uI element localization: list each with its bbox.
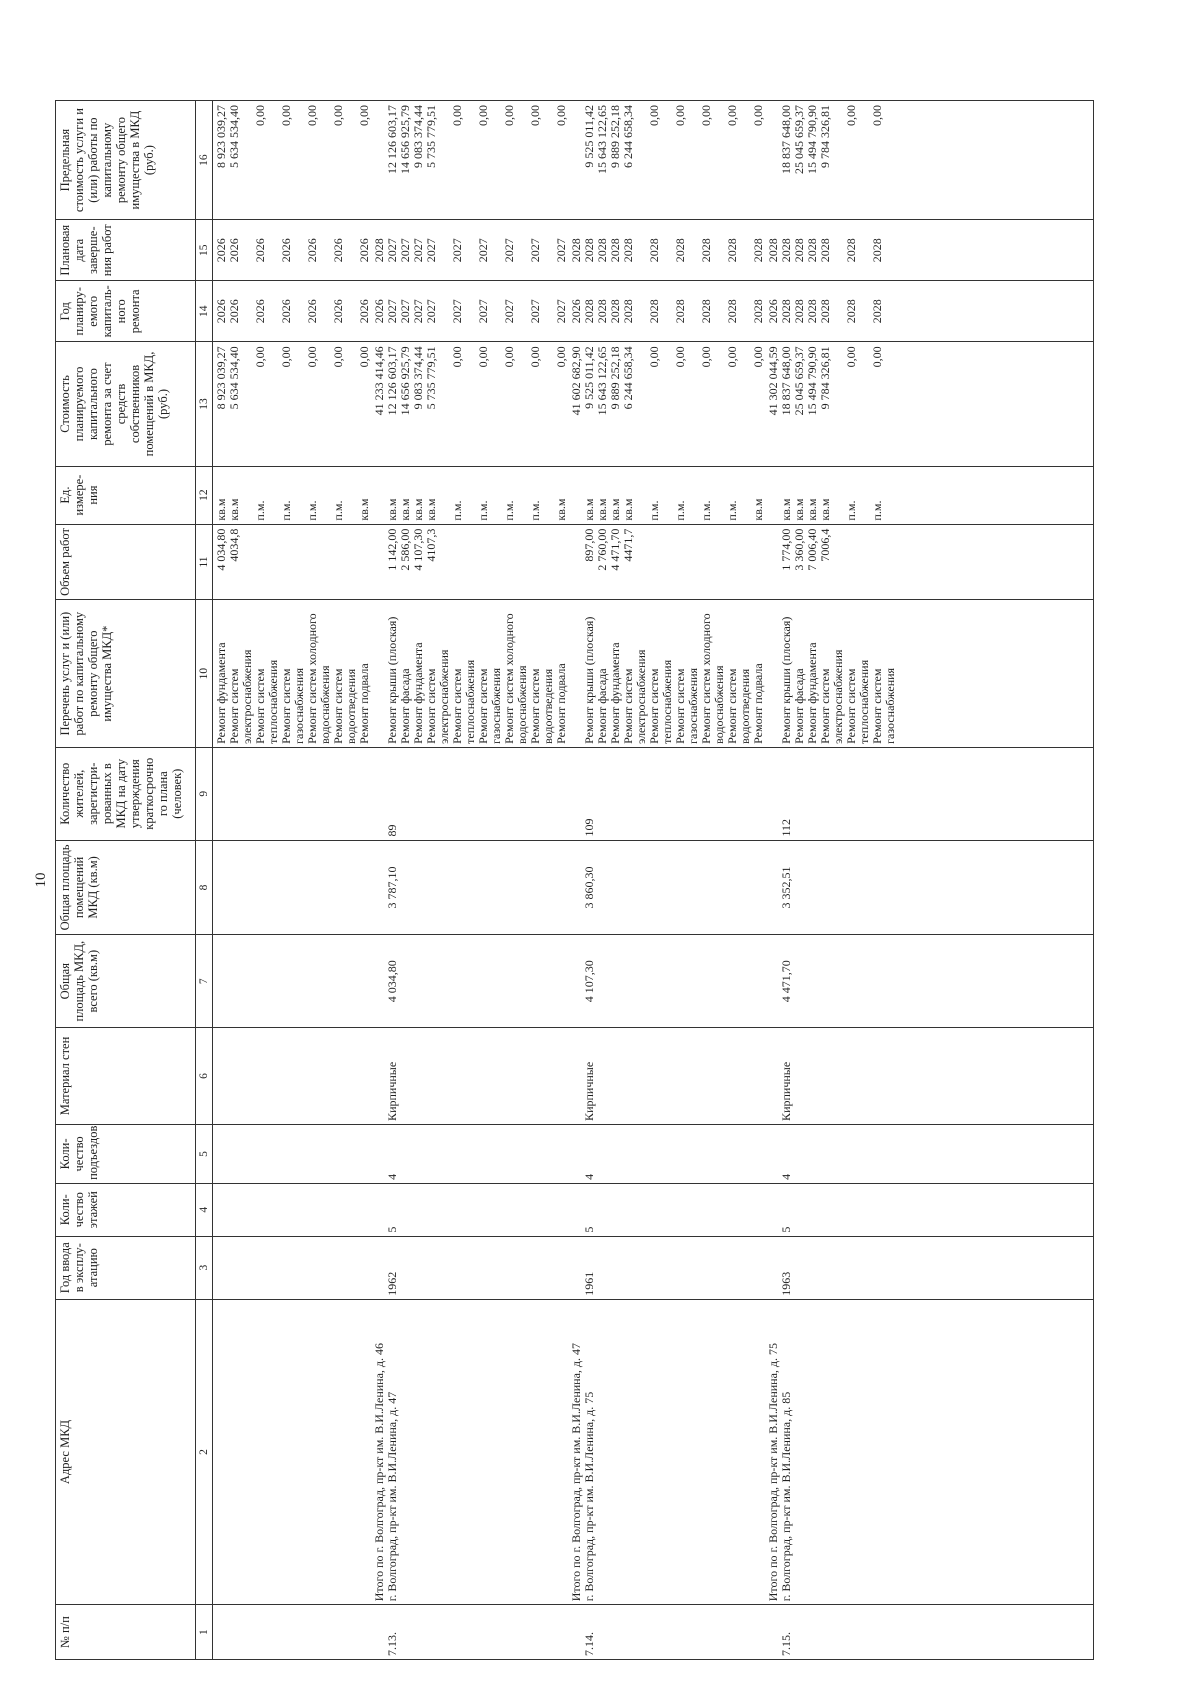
row-limit: 0,00: [725, 105, 739, 126]
row-year: 2027: [476, 299, 490, 324]
row-unit: кв.м: [385, 498, 399, 521]
column-header-6: Материал стен: [56, 1028, 196, 1125]
row-cost: 12 126 603,17: [385, 346, 399, 416]
row-num: 7.14.: [582, 1632, 596, 1656]
total-year: 2026: [569, 299, 583, 324]
row-year: 2026: [357, 299, 371, 324]
row-unit: кв.м: [357, 498, 371, 521]
column-number-3: 3: [196, 1236, 213, 1299]
row-limit: 0,00: [331, 105, 345, 126]
column-number-row: [196, 101, 213, 1660]
row-area: 4 471,70: [779, 960, 793, 1003]
row-volume: 4 034,80: [214, 528, 228, 571]
row-end: 2028: [673, 238, 687, 263]
column-header-5: Коли-чество подъездов: [56, 1124, 196, 1183]
row-work: Ремонт подвала: [554, 663, 568, 744]
row-area: 4 107,30: [582, 960, 596, 1003]
row-unit: кв.м: [805, 498, 819, 521]
row-limit: 15 494 790,90: [805, 105, 819, 174]
row-year: 2027: [385, 299, 399, 324]
row-unit: п.м.: [476, 500, 490, 521]
row-limit: 0,00: [502, 105, 516, 126]
column-num: [213, 1605, 1094, 1660]
row-limit: 0,00: [357, 105, 371, 126]
row-address: г. Волгоград, пр-кт им. В.И.Ленина, д. 75: [582, 1391, 596, 1602]
row-area_rooms: 3 352,51: [779, 866, 793, 909]
column-number-16: 16: [196, 101, 213, 220]
total-cost: 41 233 414,46: [372, 346, 386, 416]
row-work: Ремонт систем электроснабжения: [621, 649, 648, 744]
row-volume: 4471,7: [621, 528, 635, 562]
row-unit: кв.м: [621, 498, 635, 521]
row-limit: 15 643 122,65: [595, 105, 609, 174]
row-year: 2026: [227, 299, 241, 324]
row-unit: п.м.: [870, 500, 884, 521]
row-work: Ремонт фундамента: [608, 642, 622, 744]
column-number-10: 10: [196, 600, 213, 747]
row-year: 2028: [595, 299, 609, 324]
row-limit: 0,00: [673, 105, 687, 126]
row-year: 2028: [792, 299, 806, 324]
row-year: 2028: [608, 299, 622, 324]
row-cost: 9 083 374,44: [411, 346, 425, 410]
row-unit: п.м.: [331, 500, 345, 521]
row-limit: 0,00: [554, 105, 568, 126]
total-end: 2028: [766, 238, 780, 263]
row-unit: п.м.: [725, 500, 739, 521]
row-end: 2028: [621, 238, 635, 263]
column-header-1: № п/п: [56, 1605, 196, 1660]
row-end: 2028: [608, 238, 622, 263]
row-end: 2028: [725, 238, 739, 263]
row-end: 2027: [528, 238, 542, 263]
column-number-1: 1: [196, 1605, 213, 1660]
column-area: [213, 935, 1094, 1028]
row-work: Ремонт подвала: [751, 663, 765, 744]
row-work: Ремонт систем теплоснабжения: [647, 659, 674, 744]
row-limit: 0,00: [305, 105, 319, 126]
column-floors: [213, 1183, 1094, 1236]
row-volume: 7 006,40: [805, 528, 819, 571]
column-number-4: 4: [196, 1183, 213, 1236]
row-end: 2028: [792, 238, 806, 263]
row-limit: 5 634 534,40: [227, 105, 241, 168]
column-header-10: Перечень услуг и (или) работ по капитальному ремонту общего имущества МКД*: [56, 600, 196, 747]
row-unit: кв.м: [582, 498, 596, 521]
column-header-12: Ед. измере-ния: [56, 466, 196, 524]
row-year: 2027: [450, 299, 464, 324]
row-address: г. Волгоград, пр-кт им. В.И.Ленина, д. 47: [385, 1391, 399, 1602]
total-address: Итого по г. Волгоград, пр-кт им. В.И.Ленина, д. 46: [372, 1342, 386, 1602]
column-header-13: Стоимость планируемого капитального ремонта за счет средств собственников помещений в МКД, (руб.): [56, 342, 196, 466]
row-year: 2027: [398, 299, 412, 324]
row-work: Ремонт систем электроснабжения: [424, 649, 451, 744]
row-work: Ремонт систем холодного водоснабжения: [502, 613, 529, 744]
column-residents: [213, 747, 1094, 840]
column-number-15: 15: [196, 220, 213, 281]
row-work: Ремонт систем холодного водоснабжения: [699, 613, 726, 744]
row-floors: 5: [582, 1226, 596, 1233]
row-unit: п.м.: [528, 500, 542, 521]
column-area_rooms: [213, 840, 1094, 935]
row-unit: п.м.: [450, 500, 464, 521]
row-work: Ремонт систем газоснабжения: [476, 667, 503, 744]
row-volume: 7006,4: [818, 528, 832, 562]
row-unit: кв.м: [554, 498, 568, 521]
column-number-14: 14: [196, 281, 213, 342]
row-work: Ремонт систем газоснабжения: [870, 667, 897, 744]
column-header-15: Плановая дата заверше-ния работ: [56, 220, 196, 281]
row-end: 2027: [450, 238, 464, 263]
row-unit: кв.м: [779, 498, 793, 521]
column-work: [213, 600, 1094, 747]
total-cost: 41 302 044,59: [766, 346, 780, 416]
row-cost: 25 045 659,37: [792, 346, 806, 416]
row-entrances: 4: [385, 1173, 399, 1180]
row-work: Ремонт систем газоснабжения: [279, 667, 306, 744]
row-work: Ремонт подвала: [357, 663, 371, 744]
row-limit: 0,00: [253, 105, 267, 126]
row-year: 2027: [411, 299, 425, 324]
row-material: Кирпичные: [582, 1061, 596, 1121]
row-volume: 2 760,00: [595, 528, 609, 571]
row-limit: 0,00: [844, 105, 858, 126]
row-num: 7.13.: [385, 1632, 399, 1656]
row-end: 2026: [227, 238, 241, 263]
column-header-2: Адрес МКД: [56, 1299, 196, 1604]
row-cost: 0,00: [725, 346, 739, 368]
row-cost: 0,00: [357, 346, 371, 368]
row-end: 2027: [411, 238, 425, 263]
row-unit: кв.м: [227, 498, 241, 521]
row-cost: 0,00: [699, 346, 713, 368]
column-volume: [213, 524, 1094, 600]
row-entrances: 4: [779, 1173, 793, 1180]
column-built: [213, 1236, 1094, 1299]
row-built: 1962: [385, 1271, 399, 1296]
row-area: 4 034,80: [385, 960, 399, 1003]
column-number-5: 5: [196, 1124, 213, 1183]
row-unit: п.м.: [502, 500, 516, 521]
row-residents: 112: [779, 818, 793, 837]
row-work: Ремонт фасада: [398, 668, 412, 744]
row-cost: 9 525 011,42: [582, 346, 596, 409]
row-limit: 0,00: [870, 105, 884, 126]
row-unit: кв.м: [608, 498, 622, 521]
row-unit: кв.м: [411, 498, 425, 521]
row-work: Ремонт фундамента: [805, 642, 819, 744]
column-header-9: Количество жителей, зарегистри-рованных в МКД на дату утверждения краткосрочно го плана (человек): [56, 747, 196, 840]
row-cost: 0,00: [331, 346, 345, 368]
row-cost: 0,00: [253, 346, 267, 368]
row-year: 2028: [818, 299, 832, 324]
row-work: Ремонт систем теплоснабжения: [844, 659, 871, 744]
total-year: 2026: [766, 299, 780, 324]
row-year: 2028: [870, 299, 884, 324]
row-limit: 0,00: [279, 105, 293, 126]
row-cost: 5 634 534,40: [227, 346, 241, 410]
row-end: 2028: [595, 238, 609, 263]
row-work: Ремонт систем электроснабжения: [818, 649, 845, 744]
total-end: 2028: [569, 238, 583, 263]
row-end: 2026: [279, 238, 293, 263]
row-entrances: 4: [582, 1173, 596, 1180]
row-year: 2028: [647, 299, 661, 324]
row-year: 2027: [554, 299, 568, 324]
total-address: Итого по г. Волгоград, пр-кт им. В.И.Ленина, д. 47: [569, 1342, 583, 1602]
column-end: [213, 220, 1094, 281]
column-material: [213, 1028, 1094, 1125]
row-end: 2028: [751, 238, 765, 263]
row-limit: 0,00: [450, 105, 464, 126]
row-year: 2028: [751, 299, 765, 324]
column-header-8: Общая площадь помещений МКД (кв.м): [56, 840, 196, 935]
row-limit: 9 889 252,18: [608, 105, 622, 168]
row-volume: 897,00: [582, 528, 596, 562]
row-limit: 0,00: [647, 105, 661, 126]
row-unit: кв.м: [398, 498, 412, 521]
row-cost: 15 643 122,65: [595, 346, 609, 416]
table-body: [213, 101, 1094, 1660]
column-header-3: Год ввода в эксплу-атацию: [56, 1236, 196, 1299]
column-number-6: 6: [196, 1028, 213, 1125]
column-number-11: 11: [196, 524, 213, 600]
row-residents: 109: [582, 818, 596, 837]
total-address: Итого по г. Волгоград, пр-кт им. В.И.Ленина, д. 75: [766, 1342, 780, 1602]
row-unit: кв.м: [751, 498, 765, 521]
row-unit: п.м.: [253, 500, 267, 521]
row-limit: 0,00: [528, 105, 542, 126]
row-cost: 0,00: [554, 346, 568, 368]
row-work: Ремонт систем водоотведения: [725, 668, 752, 744]
row-year: 2028: [621, 299, 635, 324]
row-limit: 9 784 326,81: [818, 105, 832, 168]
row-end: 2026: [214, 238, 228, 263]
row-unit: кв.м: [792, 498, 806, 521]
row-work: Ремонт фасада: [792, 668, 806, 744]
row-work: Ремонт крыши (плоская): [385, 616, 399, 744]
column-header-16: Предельная стоимость услуги и (или) работы по капитальному ремонту общего имущества в МКД (руб.): [56, 101, 196, 220]
row-limit: 18 837 648,00: [779, 105, 793, 174]
row-volume: 4 107,30: [411, 528, 425, 571]
column-header-11: Объем работ: [56, 524, 196, 600]
column-number-8: 8: [196, 840, 213, 935]
row-limit: 9 083 374,44: [411, 105, 425, 168]
row-year: 2027: [424, 299, 438, 324]
row-unit: кв.м: [595, 498, 609, 521]
row-cost: 9 889 252,18: [608, 346, 622, 410]
row-limit: 6 244 658,34: [621, 105, 635, 168]
column-limit: [213, 101, 1094, 220]
row-cost: 0,00: [751, 346, 765, 368]
row-unit: п.м.: [844, 500, 858, 521]
row-year: 2028: [779, 299, 793, 324]
rotated-table-page: [25, 100, 1175, 1660]
row-limit: 0,00: [476, 105, 490, 126]
row-year: 2026: [305, 299, 319, 324]
row-unit: п.м.: [673, 500, 687, 521]
column-number-13: 13: [196, 342, 213, 466]
row-end: 2028: [818, 238, 832, 263]
row-work: Ремонт систем водоотведения: [331, 668, 358, 744]
row-year: 2028: [844, 299, 858, 324]
row-end: 2026: [357, 238, 371, 263]
column-header-4: Коли-чество этажей: [56, 1183, 196, 1236]
column-number-7: 7: [196, 935, 213, 1028]
header-row: [56, 101, 196, 1660]
row-limit: 8 923 039,27: [214, 105, 228, 168]
row-work: Ремонт систем электроснабжения: [227, 649, 254, 744]
row-limit: 9 525 011,42: [582, 105, 596, 168]
row-work: Ремонт крыши (плоская): [582, 616, 596, 744]
row-work: Ремонт систем водоотведения: [528, 668, 555, 744]
row-material: Кирпичные: [779, 1061, 793, 1121]
row-unit: п.м.: [305, 500, 319, 521]
row-work: Ремонт систем теплоснабжения: [450, 659, 477, 744]
row-residents: 89: [385, 824, 399, 837]
row-year: 2026: [214, 299, 228, 324]
page-number: 10: [33, 872, 49, 888]
row-work: Ремонт фасада: [595, 668, 609, 744]
row-floors: 5: [385, 1226, 399, 1233]
row-end: 2027: [554, 238, 568, 263]
row-end: 2027: [385, 238, 399, 263]
row-end: 2028: [582, 238, 596, 263]
row-cost: 15 494 790,90: [805, 346, 819, 416]
row-work: Ремонт крыши (плоская): [779, 616, 793, 744]
row-end: 2027: [398, 238, 412, 263]
row-end: 2028: [647, 238, 661, 263]
capital-repair-table: [55, 100, 1094, 1660]
row-cost: 0,00: [450, 346, 464, 368]
row-cost: 8 923 039,27: [214, 346, 228, 410]
row-end: 2026: [253, 238, 267, 263]
row-cost: 0,00: [673, 346, 687, 368]
row-built: 1961: [582, 1271, 596, 1296]
total-year: 2026: [372, 299, 386, 324]
row-material: Кирпичные: [385, 1061, 399, 1121]
row-volume: 4107,3: [424, 528, 438, 562]
row-limit: 25 045 659,37: [792, 105, 806, 174]
column-cost: [213, 342, 1094, 466]
row-limit: 0,00: [751, 105, 765, 126]
row-area_rooms: 3 860,30: [582, 866, 596, 909]
row-year: 2026: [279, 299, 293, 324]
row-cost: 0,00: [870, 346, 884, 368]
row-end: 2028: [699, 238, 713, 263]
row-end: 2026: [305, 238, 319, 263]
row-limit: 12 126 603,17: [385, 105, 399, 174]
row-work: Ремонт систем теплоснабжения: [253, 659, 280, 744]
row-limit: 5 735 779,51: [424, 105, 438, 168]
column-entrances: [213, 1124, 1094, 1183]
column-address: [213, 1299, 1094, 1604]
row-cost: 5 735 779,51: [424, 346, 438, 410]
column-number-9: 9: [196, 747, 213, 840]
row-year: 2028: [582, 299, 596, 324]
row-limit: 0,00: [699, 105, 713, 126]
row-volume: 4034,8: [227, 528, 241, 562]
column-header-7: Общая площадь МКД, всего (кв.м): [56, 935, 196, 1028]
row-volume: 4 471,70: [608, 528, 622, 571]
row-cost: 0,00: [502, 346, 516, 368]
row-work: Ремонт систем газоснабжения: [673, 667, 700, 744]
row-limit: 14 656 925,79: [398, 105, 412, 174]
column-number-12: 12: [196, 466, 213, 524]
row-end: 2026: [331, 238, 345, 263]
row-unit: кв.м: [214, 498, 228, 521]
total-cost: 41 602 682,90: [569, 346, 583, 416]
row-unit: п.м.: [699, 500, 713, 521]
column-header-14: Год планиру-емого капиталь-ного ремонта: [56, 281, 196, 342]
row-num: 7.15.: [779, 1632, 793, 1656]
row-unit: кв.м: [818, 498, 832, 521]
row-cost: 0,00: [305, 346, 319, 368]
row-cost: 0,00: [528, 346, 542, 368]
row-cost: 0,00: [844, 346, 858, 368]
row-work: Ремонт фундамента: [411, 642, 425, 744]
row-cost: 0,00: [476, 346, 490, 368]
row-volume: 3 360,00: [792, 528, 806, 571]
row-cost: 0,00: [279, 346, 293, 368]
row-volume: 1 774,00: [779, 528, 793, 571]
row-year: 2028: [725, 299, 739, 324]
total-end: 2028: [372, 238, 386, 263]
row-end: 2027: [502, 238, 516, 263]
row-year: 2028: [699, 299, 713, 324]
row-end: 2027: [476, 238, 490, 263]
row-work: Ремонт систем холодного водоснабжения: [305, 613, 332, 744]
row-cost: 18 837 648,00: [779, 346, 793, 416]
row-cost: 14 656 925,79: [398, 346, 412, 416]
row-unit: п.м.: [647, 500, 661, 521]
row-year: 2026: [331, 299, 345, 324]
row-end: 2028: [844, 238, 858, 263]
row-end: 2027: [424, 238, 438, 263]
row-year: 2027: [528, 299, 542, 324]
row-floors: 5: [779, 1226, 793, 1233]
row-cost: 6 244 658,34: [621, 346, 635, 410]
row-year: 2026: [253, 299, 267, 324]
row-year: 2027: [502, 299, 516, 324]
row-unit: п.м.: [279, 500, 293, 521]
row-cost: 0,00: [647, 346, 661, 368]
row-end: 2028: [870, 238, 884, 263]
row-volume: 1 142,00: [385, 528, 399, 571]
column-number-2: 2: [196, 1299, 213, 1604]
row-year: 2028: [805, 299, 819, 324]
row-unit: кв.м: [424, 498, 438, 521]
column-year: [213, 281, 1094, 342]
row-built: 1963: [779, 1271, 793, 1296]
row-area_rooms: 3 787,10: [385, 866, 399, 909]
row-end: 2028: [779, 238, 793, 263]
row-address: г. Волгоград, пр-кт им. В.И.Ленина, д. 85: [779, 1391, 793, 1602]
row-year: 2028: [673, 299, 687, 324]
row-end: 2028: [805, 238, 819, 263]
row-cost: 9 784 326,81: [818, 346, 832, 410]
row-volume: 2 586,00: [398, 528, 412, 571]
column-unit: [213, 466, 1094, 524]
row-work: Ремонт фундамента: [214, 642, 228, 744]
